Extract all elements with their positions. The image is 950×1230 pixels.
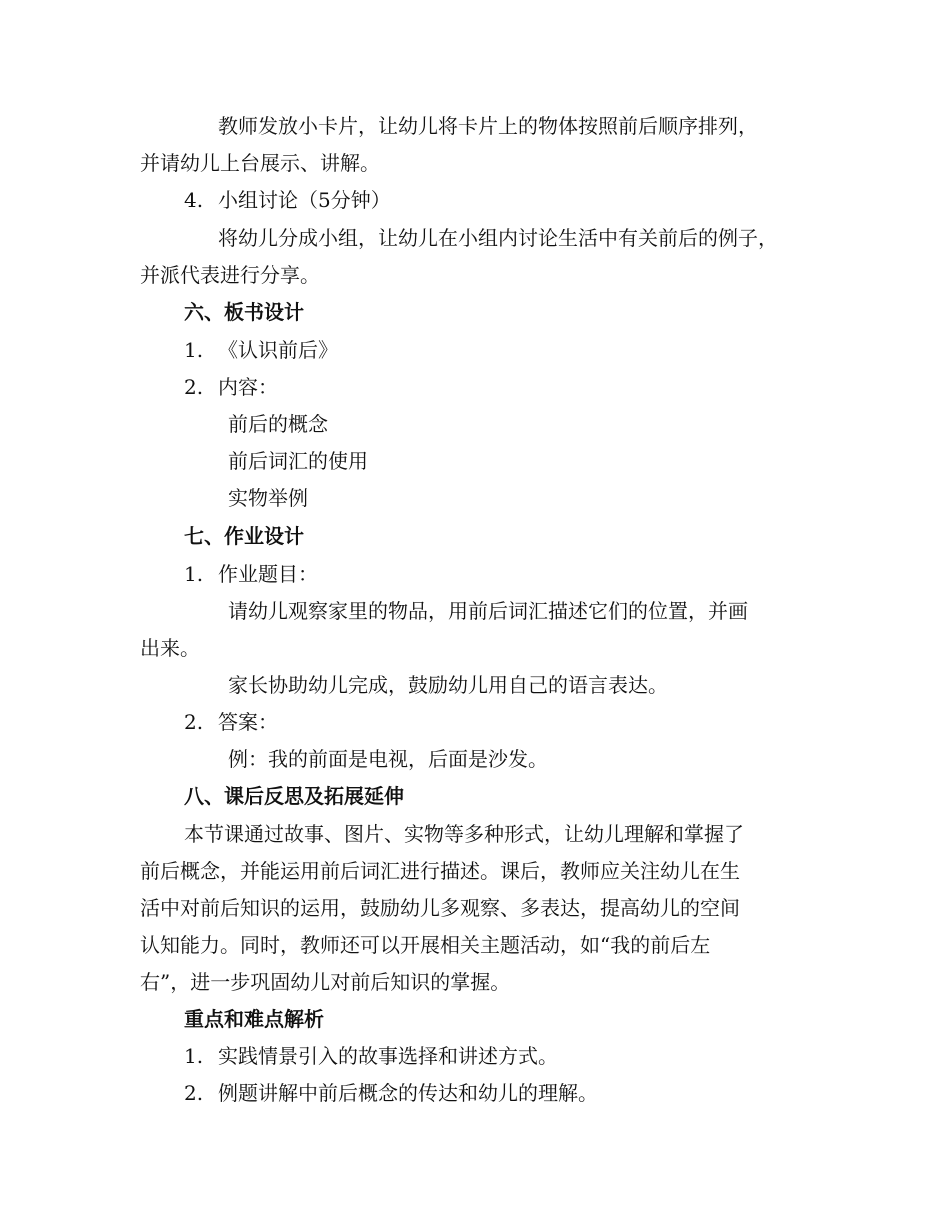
list-item-text: 答案： (218, 710, 278, 734)
paragraph-line: 将幼儿分成小组，让幼儿在小组内讨论生活中有关前后的例子， (218, 226, 778, 250)
list-item (184, 186, 391, 214)
section-heading: 六、板书设计 (184, 300, 304, 324)
paragraph-line: 本节课通过故事、图片、实物等多种形式，让幼儿理解和掌握了 (184, 822, 744, 846)
paragraph-line: 并派代表进行分享。 (140, 263, 320, 287)
list-item-text: 作业题目： (218, 562, 318, 586)
list-item (184, 708, 278, 736)
list-item-text: 实践情景引入的故事选择和讲述方式。 (218, 1044, 558, 1068)
paragraph-line: 右”，进一步巩固幼儿对前后知识的掌握。 (140, 970, 511, 994)
list-number: 1. (184, 1044, 204, 1068)
list-number: 2. (184, 1081, 204, 1105)
section-heading: 七、作业设计 (184, 524, 304, 548)
list-item (184, 373, 278, 401)
paragraph-line: 前后概念，并能运用前后词汇进行描述。课后，教师应关注幼儿在生 (140, 859, 740, 883)
paragraph-line: 认知能力。同时，教师还可以开展相关主题活动，如“我的前后左 (140, 933, 711, 957)
paragraph-line: 请幼儿观察家里的物品，用前后词汇描述它们的位置，并画 (228, 599, 748, 623)
list-number: 2. (184, 375, 204, 399)
sub-item: 前后的概念 (228, 412, 328, 436)
paragraph-line: 并请幼儿上台展示、讲解。 (140, 151, 380, 175)
paragraph-line: 例：我的前面是电视，后面是沙发。 (228, 747, 548, 771)
list-item (184, 1042, 558, 1070)
sub-item: 前后词汇的使用 (228, 449, 368, 473)
list-item-text: 内容： (218, 375, 278, 399)
list-number: 2. (184, 710, 204, 734)
list-item (184, 1079, 598, 1107)
paragraph-line: 家长协助幼儿完成，鼓励幼儿用自己的语言表达。 (228, 673, 668, 697)
list-number: 1. (184, 338, 204, 362)
section-heading: 重点和难点解析 (184, 1007, 324, 1031)
list-item (184, 336, 338, 364)
list-item-text: 小组讨论（5分钟） (218, 188, 391, 212)
list-number: 4. (184, 188, 204, 212)
paragraph-line: 教师发放小卡片，让幼儿将卡片上的物体按照前后顺序排列， (218, 114, 758, 138)
list-item-text: 例题讲解中前后概念的传达和幼儿的理解。 (218, 1081, 598, 1105)
list-number: 1. (184, 562, 204, 586)
list-item (184, 560, 318, 588)
section-heading: 八、课后反思及拓展延伸 (184, 784, 404, 808)
paragraph-line: 出来。 (140, 636, 200, 660)
list-item-text: 《认识前后》 (218, 338, 338, 362)
paragraph-line: 活中对前后知识的运用，鼓励幼儿多观察、多表达，提高幼儿的空间 (140, 896, 740, 920)
sub-item: 实物举例 (228, 486, 308, 510)
